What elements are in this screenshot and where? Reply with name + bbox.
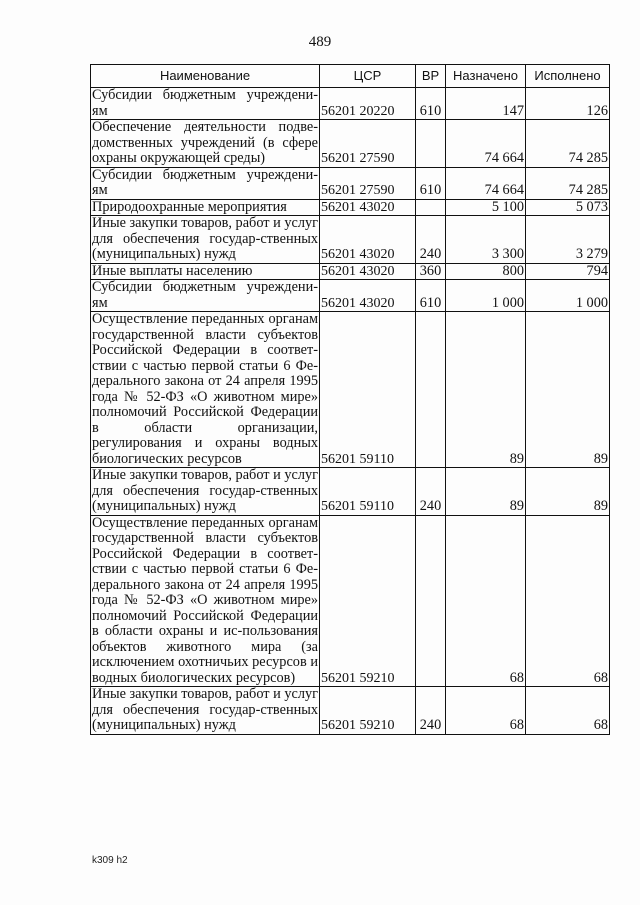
row-vr: 610 bbox=[416, 88, 446, 120]
row-executed: 68 bbox=[526, 515, 610, 687]
row-assigned: 3 300 bbox=[446, 216, 526, 264]
header-csr: ЦСР bbox=[320, 65, 416, 88]
row-name: Природоохранные мероприятия bbox=[91, 199, 320, 216]
table-row bbox=[91, 515, 610, 687]
row-vr: 240 bbox=[416, 687, 446, 735]
row-csr: 56201 43020 bbox=[320, 263, 416, 280]
row-csr: 56201 59210 bbox=[320, 687, 416, 735]
row-assigned: 1 000 bbox=[446, 280, 526, 312]
row-name: Осуществление переданных органам государственной власти субъектов Российской Федерации в соответ-ствии с частью первой статьи 6 Фе-дерального закона от 24 апреля 1995 года № 52-ФЗ «О животном мире» полномочий Российской Федерации в области охраны и ис-пользования объектов животного мира (за исключением охотничьих ресурсов и водных биологических ресурсов) bbox=[92, 515, 318, 686]
row-vr: 610 bbox=[416, 167, 446, 199]
row-executed: 5 073 bbox=[526, 199, 610, 216]
table-row bbox=[91, 280, 610, 312]
table-header-row bbox=[91, 65, 610, 88]
table-row bbox=[91, 120, 610, 168]
row-assigned: 89 bbox=[446, 468, 526, 516]
row-executed: 3 279 bbox=[526, 216, 610, 264]
header-executed: Исполнено bbox=[526, 65, 610, 88]
row-name: Субсидии бюджетным учреждени-ям bbox=[92, 167, 318, 198]
row-assigned: 74 664 bbox=[446, 167, 526, 199]
row-csr: 56201 43020 bbox=[320, 199, 416, 216]
row-executed: 89 bbox=[526, 468, 610, 516]
row-vr bbox=[416, 199, 446, 216]
row-vr: 240 bbox=[416, 468, 446, 516]
row-name: Субсидии бюджетным учреждени-ям bbox=[92, 279, 318, 311]
row-vr: 360 bbox=[416, 263, 446, 280]
row-name: Иные закупки товаров, работ и услуг для обеспечения государ-ственных (муниципальных) нужд bbox=[92, 215, 318, 262]
table-row bbox=[91, 88, 610, 120]
row-csr: 56201 20220 bbox=[320, 88, 416, 120]
row-executed: 74 285 bbox=[526, 167, 610, 199]
header-assigned: Назначено bbox=[446, 65, 526, 88]
footer-code: k309 h2 bbox=[92, 855, 128, 866]
header-name: Наименование bbox=[91, 65, 320, 88]
row-assigned: 68 bbox=[446, 687, 526, 735]
row-name: Иные закупки товаров, работ и услуг для обеспечения государ-ственных (муниципальных) нужд bbox=[92, 467, 318, 514]
row-assigned: 800 bbox=[446, 263, 526, 280]
table-row bbox=[91, 263, 610, 280]
table-row bbox=[91, 167, 610, 199]
table-row bbox=[91, 687, 610, 735]
row-assigned: 89 bbox=[446, 312, 526, 468]
row-csr: 56201 27590 bbox=[320, 167, 416, 199]
row-name: Иные закупки товаров, работ и услуг для обеспечения государ-ственных (муниципальных) нужд bbox=[92, 686, 318, 733]
row-assigned: 74 664 bbox=[446, 120, 526, 168]
row-assigned: 147 bbox=[446, 88, 526, 120]
row-assigned: 5 100 bbox=[446, 199, 526, 216]
row-name: Иные выплаты населению bbox=[91, 263, 320, 280]
row-name: Субсидии бюджетным учреждени-ям bbox=[92, 87, 318, 119]
table-row bbox=[91, 312, 610, 468]
row-vr bbox=[416, 120, 446, 168]
table-row bbox=[91, 216, 610, 264]
row-csr: 56201 43020 bbox=[320, 216, 416, 264]
row-name: Обеспечение деятельности подве-домственных учреждений (в сфере охраны окружающей среды) bbox=[92, 119, 318, 166]
page-number: 489 bbox=[308, 34, 332, 50]
budget-execution-table bbox=[90, 64, 610, 735]
row-csr: 56201 27590 bbox=[320, 120, 416, 168]
row-executed: 74 285 bbox=[526, 120, 610, 168]
row-assigned: 68 bbox=[446, 515, 526, 687]
row-csr: 56201 59210 bbox=[320, 515, 416, 687]
row-executed: 68 bbox=[526, 687, 610, 735]
row-csr: 56201 59110 bbox=[320, 468, 416, 516]
row-vr: 610 bbox=[416, 280, 446, 312]
row-executed: 126 bbox=[526, 88, 610, 120]
row-executed: 89 bbox=[526, 312, 610, 468]
row-name: Осуществление переданных органам государственной власти субъектов Российской Федерации в соответ-ствии с частью первой статьи 6 Фе-дерального закона от 24 апреля 1995 года № 52-ФЗ «О животном мире» полномочий Российской Федерации в области организации, регулирования и охраны водных биологических ресурсов bbox=[92, 311, 318, 467]
table-row bbox=[91, 199, 610, 216]
table-row bbox=[91, 468, 610, 516]
row-vr bbox=[416, 515, 446, 687]
row-executed: 1 000 bbox=[526, 280, 610, 312]
row-csr: 56201 59110 bbox=[320, 312, 416, 468]
row-csr: 56201 43020 bbox=[320, 280, 416, 312]
header-vr: ВР bbox=[416, 65, 446, 88]
row-executed: 794 bbox=[526, 263, 610, 280]
row-vr bbox=[416, 312, 446, 468]
row-vr: 240 bbox=[416, 216, 446, 264]
